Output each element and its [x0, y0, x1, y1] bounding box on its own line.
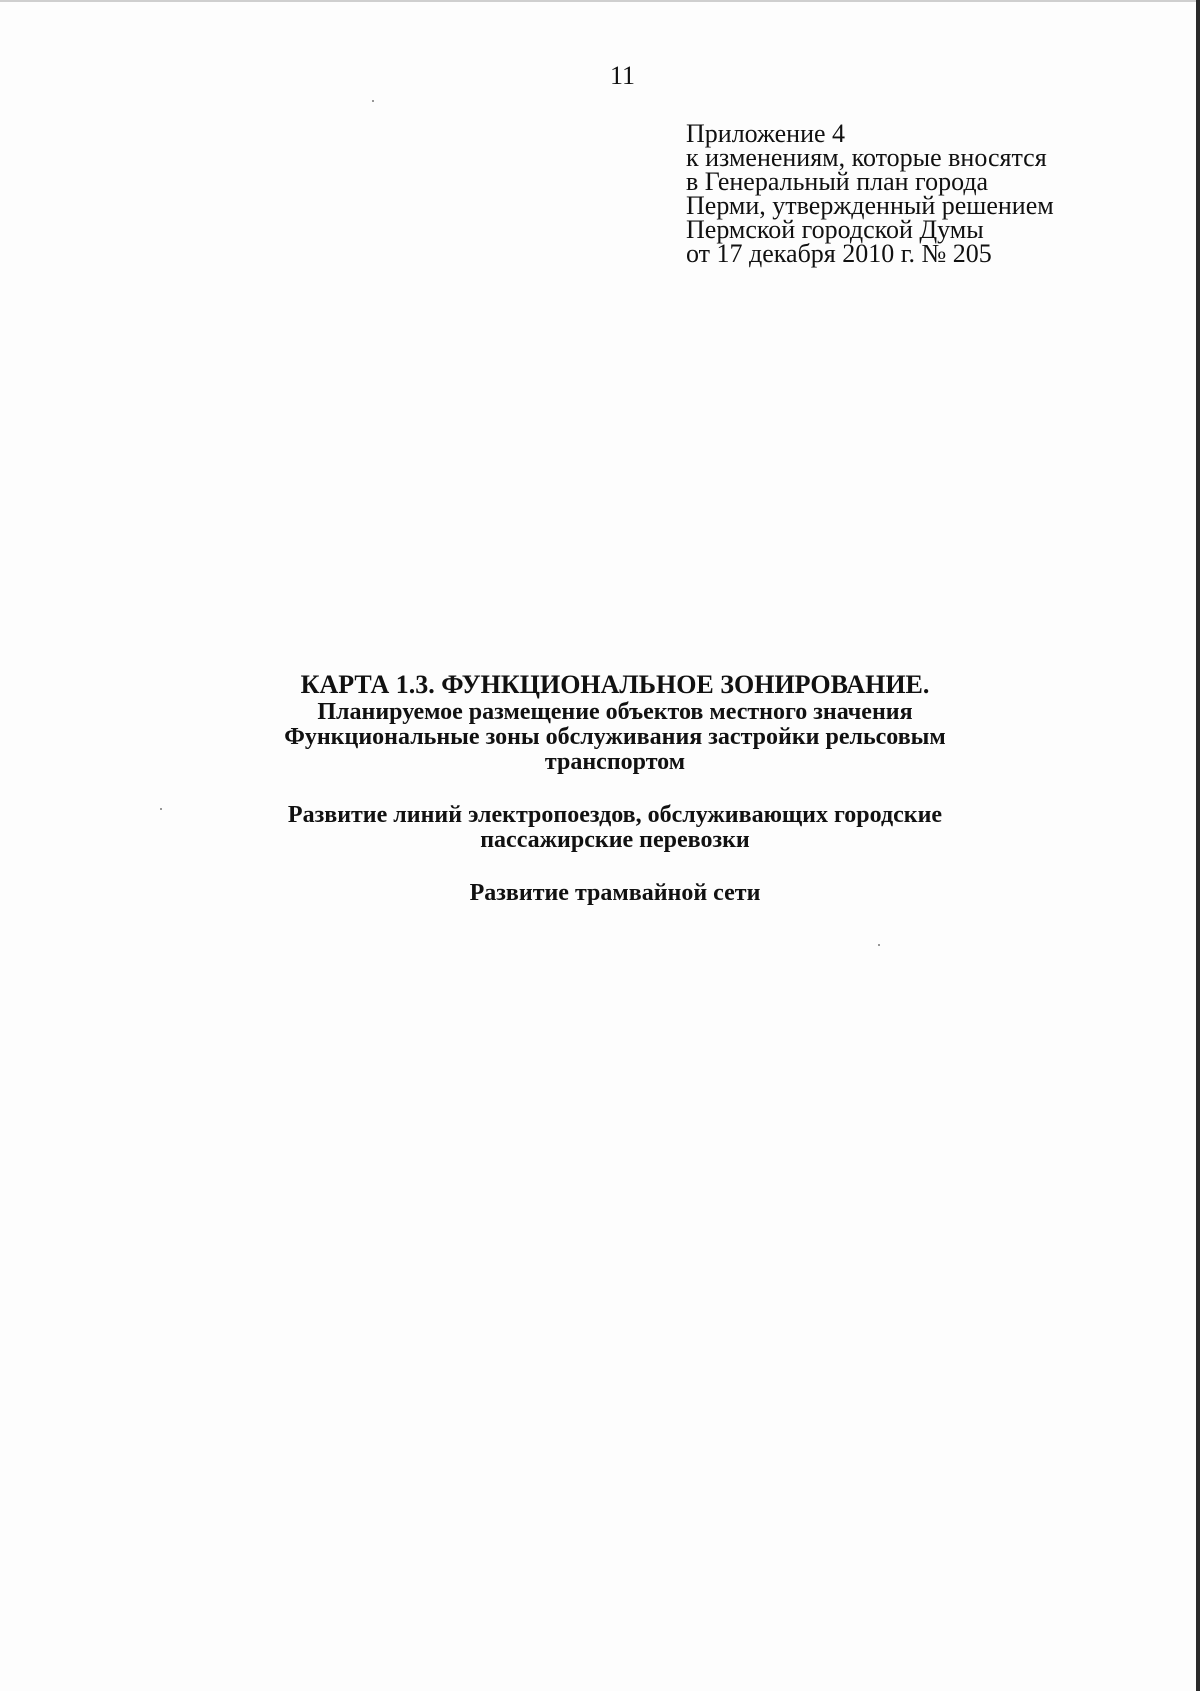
- scan-edge-top: [0, 0, 1200, 2]
- appendix-line: в Генеральный план города: [686, 167, 989, 196]
- appendix-line: Перми, утвержденный решением: [686, 191, 1054, 220]
- title-block: [150, 670, 1080, 906]
- appendix-line: Приложение 4: [686, 119, 846, 148]
- map-subtitle: [150, 700, 1080, 775]
- section-line: Развитие трамвайной сети: [469, 880, 761, 906]
- scan-edge-right: [1196, 0, 1200, 1691]
- appendix-line: от 17 декабря 2010 г. № 205: [686, 239, 992, 268]
- subtitle-line: Функциональные зоны обслуживания застройки рельсовым: [284, 724, 946, 750]
- appendix-line: к изменениям, которые вносятся: [686, 143, 1047, 172]
- appendix-header: [686, 119, 1106, 268]
- scan-speck: [160, 808, 162, 810]
- appendix-line: Пермской городской Думы: [686, 215, 984, 244]
- subtitle-line: транспортом: [544, 749, 686, 775]
- section-line: Развитие линий электропоездов, обслуживающих городские: [287, 802, 943, 828]
- section-tram-network: [150, 881, 1080, 906]
- map-title: КАРТА 1.3. ФУНКЦИОНАЛЬНОЕ ЗОНИРОВАНИЕ.: [300, 670, 930, 699]
- section-line: пассажирские перевозки: [480, 827, 750, 853]
- subtitle-line: Планируемое размещение объектов местного значения: [317, 699, 913, 725]
- scan-speck: [878, 944, 880, 946]
- scan-speck: [372, 100, 374, 102]
- page-number: 11: [610, 61, 636, 90]
- section-electric-trains: [150, 803, 1080, 853]
